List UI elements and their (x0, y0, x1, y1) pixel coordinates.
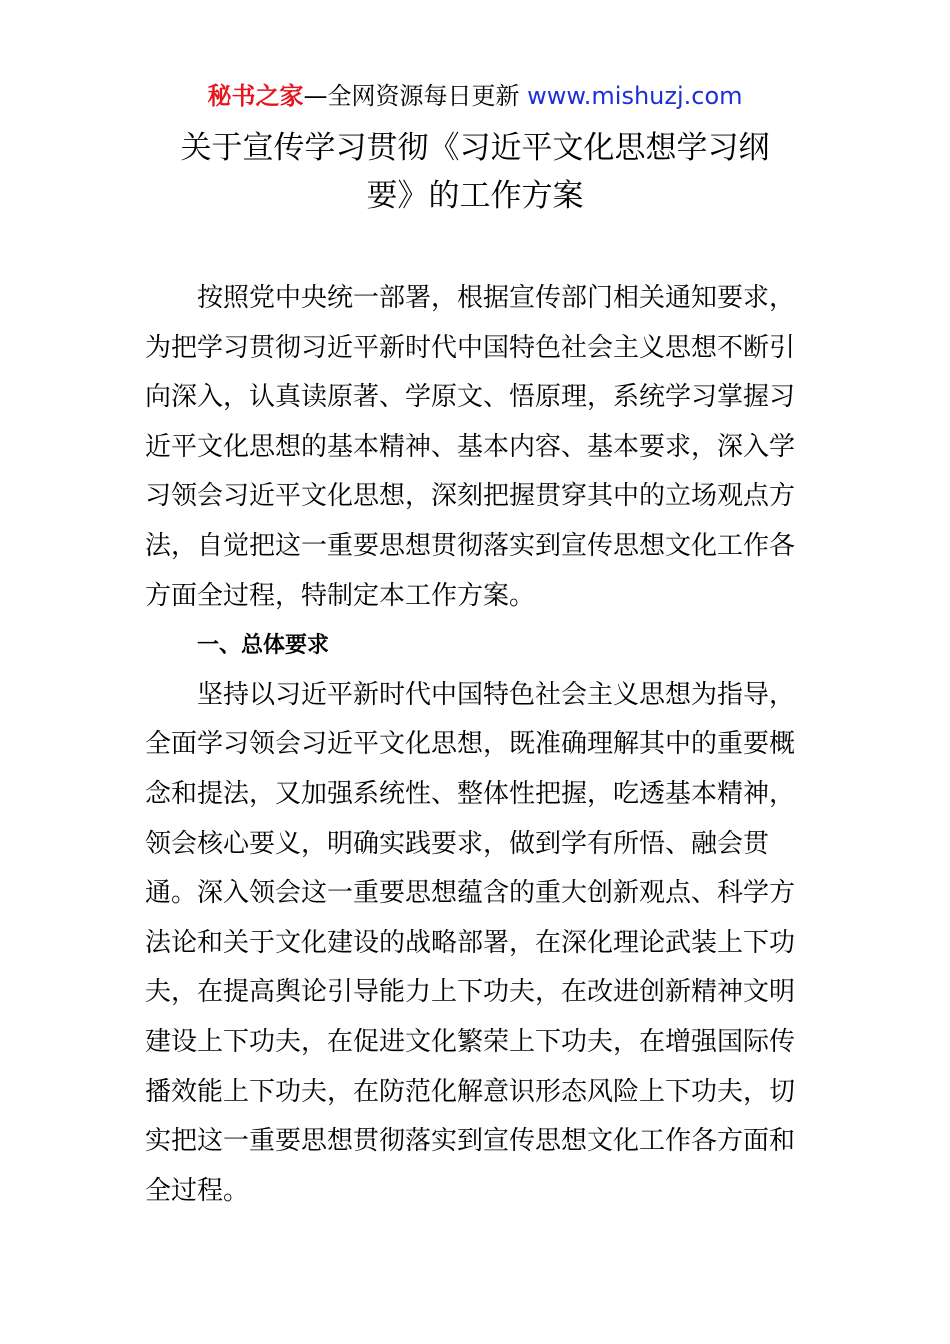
text-line: 坚持以习近平新时代中国特色社会主义思想为指导， (197, 679, 796, 710)
text-line: 实把这一重要思想贯彻落实到宣传思想文化工作各方面和 (145, 1126, 796, 1157)
title-line: 关于宣传学习贯彻《习近平文化思想学习纲 (180, 130, 770, 166)
title-line: 要》的工作方案 (366, 178, 584, 214)
text-line: 向深入，认真读原著、学原文、悟原理，系统学习掌握习 (145, 382, 796, 413)
paragraph-intro (145, 274, 805, 621)
site-name: 秘书之家 (207, 82, 304, 110)
document-body (145, 274, 805, 1216)
site-tagline: —全网资源每日更新 (303, 82, 520, 110)
document-title (145, 124, 805, 220)
section-heading-overall-requirements: 一、总体要求 (197, 633, 330, 659)
paragraph-overall-requirements (145, 671, 805, 1217)
text-line: 习领会习近平文化思想，深刻把握贯穿其中的立场观点方 (145, 481, 796, 512)
text-line: 全过程。 (145, 1175, 250, 1206)
text-line: 念和提法，又加强系统性、整体性把握，吃透基本精神， (145, 778, 796, 809)
text-line: 方面全过程，特制定本工作方案。 (145, 580, 536, 611)
text-line: 全面学习领会习近平文化思想，既准确理解其中的重要概 (145, 729, 796, 760)
text-line: 法，自觉把这一重要思想贯彻落实到宣传思想文化工作各 (145, 530, 796, 561)
text-line: 为把学习贯彻习近平新时代中国特色社会主义思想不断引 (145, 332, 796, 363)
site-header (0, 80, 950, 112)
text-line: 通。深入领会这一重要思想蕴含的重大创新观点、科学方 (145, 878, 796, 909)
text-line: 近平文化思想的基本精神、基本内容、基本要求，深入学 (145, 431, 796, 462)
text-line: 建设上下功夫，在促进文化繁荣上下功夫，在增强国际传 (145, 1026, 796, 1057)
text-line: 播效能上下功夫，在防范化解意识形态风险上下功夫，切 (145, 1076, 796, 1107)
text-line: 领会核心要义，明确实践要求，做到学有所悟、融会贯 (145, 828, 770, 859)
site-url-link[interactable]: www.mishuzj.com (527, 82, 743, 110)
text-line: 夫，在提高舆论引导能力上下功夫，在改进创新精神文明 (145, 977, 796, 1008)
text-line: 法论和关于文化建设的战略部署，在深化理论武装上下功 (145, 927, 796, 958)
text-line: 按照党中央统一部署，根据宣传部门相关通知要求， (197, 283, 796, 313)
